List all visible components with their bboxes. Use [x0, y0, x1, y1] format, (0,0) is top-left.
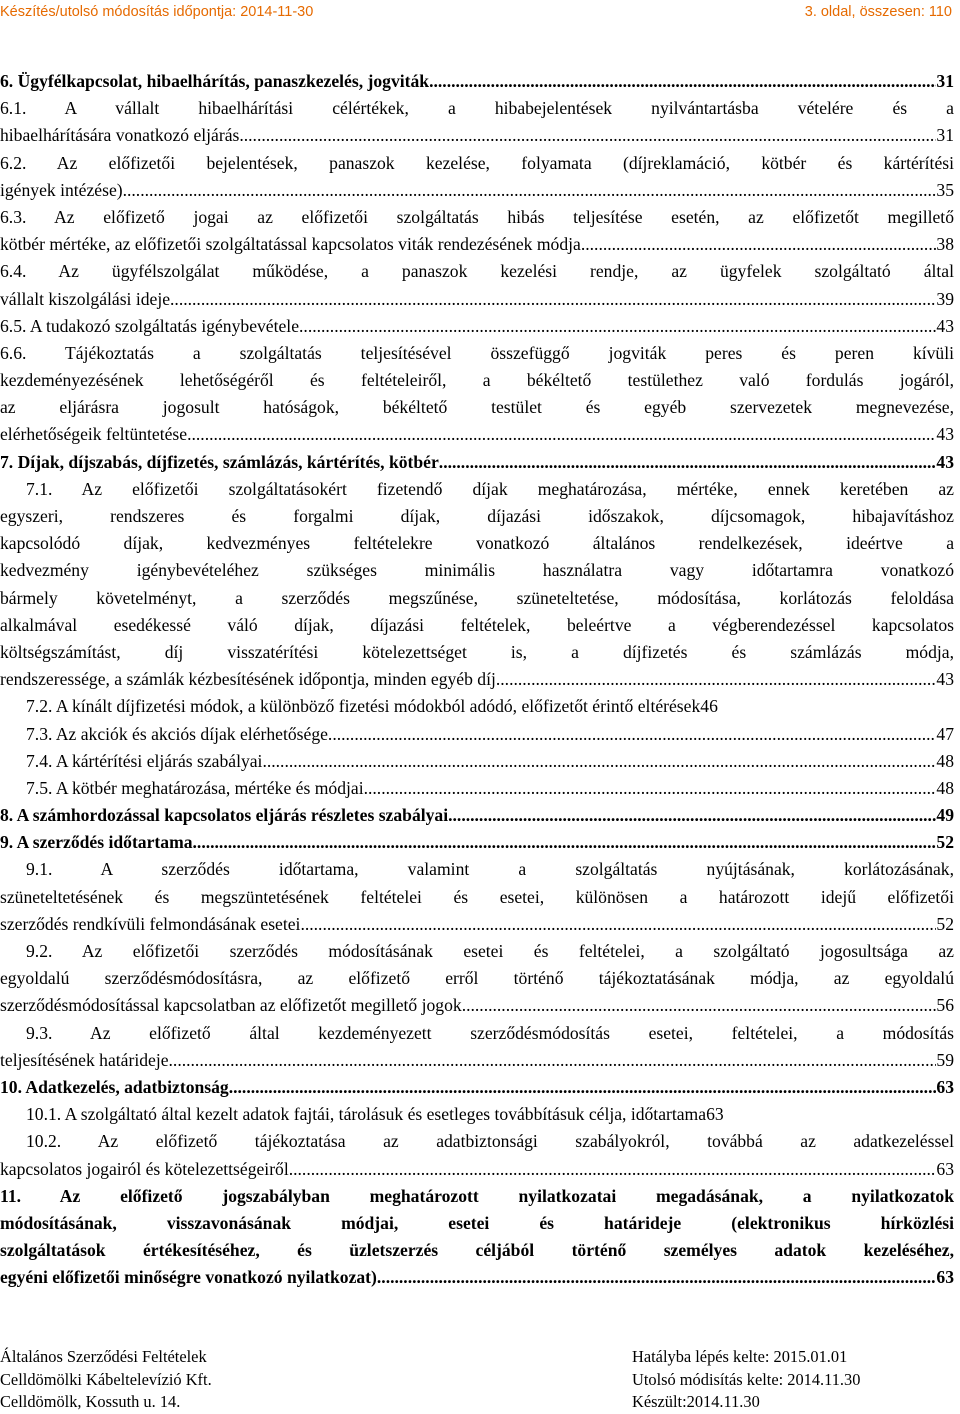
toc-page-number: 47 [936, 723, 954, 744]
toc-page-number: 63 [706, 1104, 724, 1125]
dot-leader [123, 177, 937, 204]
toc-entry-text: 10.2. Az előfizető tájékoztatása az adatbiztonsági szabályokról, továbbá az adatkezeléssel [26, 1131, 954, 1152]
toc-entry-text: 8. A számhordozással kapcsolatos eljárás részletes szabályai [0, 805, 449, 826]
dot-leader [239, 122, 936, 149]
footer-row [0, 1369, 890, 1392]
toc-entry-text: 6. Ügyfélkapcsolat, hibaelhárítás, panaszkezelés, jogviták [0, 71, 430, 91]
dot-leader [377, 1264, 937, 1291]
toc-entry-text: szerződés rendkívüli felmondásának esetei [0, 913, 301, 934]
toc-entry-text: egyoldalú szerződésmódosításra, az előfizető erről történő tájékoztatásának módja, az egyoldalú [0, 968, 954, 989]
header-timestamp: Készítés/utolsó módosítás időpontja: 2014-11-30 [0, 4, 314, 20]
footer-address: Celldömölk, Kossuth u. 14. [0, 1392, 181, 1411]
toc-page-number: 59 [936, 1049, 954, 1070]
toc-entry-text: 6.1. A vállalt hibaelhárítási célértékek, a hibabejelentések nyilvántartásba vételére és a [0, 98, 954, 119]
toc-entry-text: 6.6. Tájékoztatás a szolgáltatás teljesítésével összefüggő jogviták peres és peren kívüli [0, 342, 954, 363]
toc-entry[interactable] [0, 449, 954, 476]
dot-leader [229, 1074, 937, 1101]
toc-page-number: 56 [936, 995, 954, 1016]
dot-leader [462, 992, 937, 1019]
toc-page-number: 31 [936, 71, 954, 91]
toc-page-number: 39 [936, 288, 954, 309]
toc-entry-text: rendszeressége, a számlák kézbesítésének időpontja, minden egyéb díj [0, 669, 496, 690]
dot-leader [193, 829, 937, 856]
toc-entry-text: 7.1. Az előfizetői szolgáltatásokért fizetendő díjak meghatározása, mértéke, ennek keretében az [26, 478, 954, 499]
footer-created-date: Készült:2014.11.30 [632, 1392, 760, 1411]
toc-page-number: 46 [700, 696, 718, 717]
page-footer [0, 1346, 890, 1414]
toc-entry-text: módosításának, visszavonásának módjai, esetei és határideje (elektronikus hírközlési [0, 1212, 954, 1233]
footer-company-name: Celldömölki Kábeltelevízió Kft. [0, 1369, 212, 1389]
toc-entry-text: kezdeményezésének lehetőségéről és feltételeiről, a békéltető testülethez való fordulás jogáról, [0, 370, 954, 391]
toc-entry[interactable] [0, 829, 954, 856]
toc-entry[interactable] [0, 95, 954, 149]
toc-entry-text: 7.5. A kötbér meghatározása, mértéke és módjai [26, 777, 364, 798]
toc-entry-text: kapcsolatos jogairól és kötelezettségeiről [0, 1158, 289, 1179]
toc-entry[interactable] [0, 1074, 954, 1101]
toc-entry[interactable] [0, 204, 954, 258]
toc-entry-text: 10.1. A szolgáltató által kezelt adatok fajtái, tárolásuk és esetleges továbbításuk célja, időtartama [26, 1104, 707, 1125]
toc-entry[interactable] [0, 340, 954, 449]
toc-entry-text: elérhetőségeik feltüntetése [0, 424, 188, 445]
toc-page-number: 35 [936, 179, 954, 200]
toc-entry-text: szerződésmódosítással kapcsolatban az előfizetőt megillető jogok [0, 995, 462, 1016]
dot-leader [289, 1156, 937, 1183]
toc-entry-text: 9. A szerződés időtartama [0, 832, 193, 853]
toc-entry-text: kötbér mértéke, az előfizetői szolgáltatással kapcsolatos viták rendezésének módja [0, 234, 581, 255]
toc-entry[interactable] [0, 748, 954, 775]
toc-entry[interactable] [0, 693, 954, 720]
footer-row [0, 1346, 890, 1369]
toc-entry[interactable] [0, 775, 954, 802]
dot-leader [169, 1047, 937, 1074]
header-page-count: 3. oldal, összesen: 110 [804, 4, 952, 20]
toc-entry-text: kapcsolódó díjak, kedvezményes feltételekre vonatkozó általános rendelkezések, ideértve a [0, 533, 954, 554]
dot-leader [299, 313, 936, 340]
dot-leader [581, 231, 937, 258]
dot-leader [429, 68, 936, 95]
toc-entry-text: 10. Adatkezelés, adatbiztonság [0, 1076, 229, 1097]
toc-entry-text: 7.3. Az akciók és akciós díjak elérhetősége [26, 723, 328, 744]
toc-entry-text: bármely követelményt, a szerződés megszűnése, szüneteltetése, módosítása, korlátozás feloldása [0, 587, 954, 608]
toc-page-number: 43 [936, 669, 954, 690]
dot-leader [187, 421, 936, 448]
toc-entry-text: 9.1. A szerződés időtartama, valamint a szolgáltatás nyújtásának, korlátozásának, [26, 859, 954, 880]
toc-entry-text: vállalt kiszolgálási ideje [0, 288, 171, 309]
footer-row [0, 1391, 890, 1414]
toc-page-number: 38 [936, 234, 954, 255]
toc-entry[interactable] [0, 1183, 954, 1292]
toc-entry-text: 6.5. A tudakozó szolgáltatás igénybevétele [0, 315, 300, 336]
toc-entry-text: 7. Díjak, díjszabás, díjfizetés, számlázás, kártérítés, kötbér [0, 451, 439, 472]
toc-page-number: 63 [936, 1076, 954, 1097]
toc-entry[interactable] [0, 313, 954, 340]
toc-page-number: 52 [936, 913, 954, 934]
toc-entry[interactable] [0, 721, 954, 748]
footer-modified-date: Utolsó módisítás kelte: 2014.11.30 [632, 1369, 861, 1389]
toc-entry[interactable] [0, 938, 954, 1020]
toc-entry-text: igények intézése) [0, 179, 123, 200]
toc-entry-text: 9.3. Az előfizető által kezdeményezett szerződésmódosítás esetei, feltételei, a módosítás [26, 1022, 954, 1043]
dot-leader [439, 449, 937, 476]
dot-leader [448, 802, 936, 829]
dot-leader [364, 775, 937, 802]
toc-entry-text: egyszeri, rendszeres és forgalmi díjak, díjazási időszakok, díjcsomagok, hibajavításhoz [0, 506, 954, 526]
footer-effective-date: Hatályba lépés kelte: 2015.01.01 [632, 1347, 848, 1366]
table-of-contents [0, 68, 954, 1291]
toc-entry-text: teljesítésének határideje [0, 1049, 169, 1070]
toc-entry-text: 7.2. A kínált díjfizetési módok, a különböző fizetési módokból adódó, előfizetőt érintő eltérések [26, 696, 701, 717]
toc-entry[interactable] [0, 258, 954, 312]
toc-entry[interactable] [0, 802, 954, 829]
toc-entry-text: szüneteltetésének és megszüntetésének feltételei és esetei, különösen a határozott idejű előfizetői [0, 886, 954, 907]
dot-leader [262, 748, 936, 775]
dot-leader [328, 721, 936, 748]
toc-entry-text: kedvezmény igénybevételéhez szükséges minimális használatra vagy időtartamra vonatkozó [0, 560, 954, 581]
toc-entry-text: 6.4. Az ügyfélszolgálat működése, a panaszok kezelési rendje, az ügyfelek szolgáltató által [0, 261, 954, 282]
toc-entry-text: 6.2. Az előfizetői bejelentések, panaszok kezelése, folyamata (díjreklamáció, kötbér és kártérítési [0, 152, 954, 173]
toc-page-number: 63 [936, 1158, 954, 1179]
toc-page-number: 43 [936, 451, 954, 472]
toc-page-number: 43 [936, 315, 954, 336]
toc-entry[interactable] [0, 1101, 954, 1128]
toc-page-number: 48 [936, 777, 954, 798]
toc-page-number: 43 [936, 424, 954, 445]
toc-page-number: 52 [936, 832, 954, 853]
page-header [0, 4, 956, 26]
toc-entry[interactable] [0, 476, 954, 694]
toc-entry-text: költségszámítást, díj visszatérítési kötelezettséget is, a díjfizetés és számlázás módja, [0, 641, 954, 662]
footer-document-name: Általános Szerződési Feltételek [0, 1347, 207, 1366]
toc-entry[interactable] [0, 150, 954, 204]
toc-entry-text: 11. Az előfizető jogszabályban meghatározott nyilatkozatai megadásának, a nyilatkozatok [0, 1185, 954, 1206]
toc-page-number: 48 [936, 750, 954, 771]
toc-entry-text: az eljárásra jogosult hatóságok, békéltető testület és egyéb szervezetek megnevezése, [0, 397, 954, 418]
toc-page-number: 49 [936, 805, 954, 826]
toc-entry-text: alkalmával esedékessé váló díjak, díjazási feltételek, beleértve a végberendezéssel kapcsolatos [0, 614, 954, 635]
dot-leader [300, 911, 936, 938]
toc-page-number: 63 [936, 1267, 954, 1288]
toc-entry-text: 6.3. Az előfizető jogai az előfizetői szolgáltatás hibás teljesítése esetén, az előfizetőt megillető [0, 206, 954, 227]
toc-page-number: 31 [936, 125, 954, 146]
toc-entry-text: 7.4. A kártérítési eljárás szabályai [26, 750, 263, 771]
toc-entry[interactable] [0, 1128, 954, 1182]
toc-entry[interactable] [0, 68, 954, 95]
toc-entry-text: egyéni előfizetői minőségre vonatkozó nyilatkozat) [0, 1267, 377, 1288]
dot-leader [496, 666, 937, 693]
toc-entry-text: hibaelhárítására vonatkozó eljárás [0, 125, 240, 146]
toc-entry[interactable] [0, 856, 954, 938]
dot-leader [170, 286, 936, 313]
toc-entry-text: 9.2. Az előfizetői szerződés módosításának esetei és feltételei, a szolgáltató jogosultsága az [26, 941, 954, 961]
toc-entry[interactable] [0, 1020, 954, 1074]
toc-entry-text: szolgáltatások értékesítéséhez, és üzletszerzés céljából történő személyes adatok kezeléséhez, [0, 1240, 954, 1261]
